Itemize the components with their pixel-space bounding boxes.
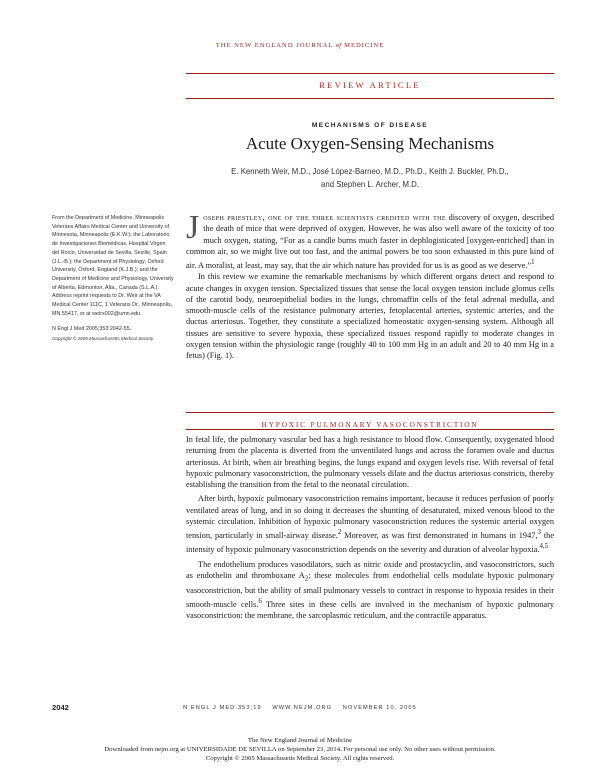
footer-journal: N ENGL J MED 353;19	[183, 705, 262, 711]
intro-paragraph-2: In this review we examine the remarkable mechanisms by which different organs detect and respond to acute changes in oxygen tension. Specialized tissues that sense the local oxygen tension include glomus cells of the carotid body, neuroepithelial bodies in the lungs, chromaffin cells of the fetal adrenal medulla, and smooth-muscle cells of the resistance pulmonary arteries, fetoplacental arteries, systemic arteries, and the ductus arteriosus. Together, they constitute a specialized homeostatic oxygen-sensing system. Although all tissues are sensitive to severe hypoxia, these specialized tissues respond rapidly to moderate changes in oxygen tension within the physiologic range (roughly 40 to 100 mm Hg in an adult and 20 to 40 mm Hg in a fetus) (Fig. 1).	[186, 272, 554, 361]
affiliation-note: From the Department of Medicine, Minneapolis Veterans Affairs Medical Center and University of Minnesota, Minneapolis (E.K.W.); the Laboratorio de Investigaciones Biomédicas, Hospital Virgen del Rocío, Universidad de Sevilla, Seville, Spain (J.L.-B.); the Department of Physiology, Oxford University, Oxford, England (K.J.B.); and the Department of Medicine and Physiology, University of Alberta, Edmonton, Alta., Canada (S.L.A.). Address reprint requests to Dr. Weir at the VA Medical Center 111C, 1 Veterans Dr., Minneapolis, MN 55417, or at weirx002@umn.edu.	[52, 215, 174, 317]
p3-part-a: The endothelium produces vasodilators, such as nitric oxide and prostacyclin, and vasoconstrictors, such as endothelin and thromboxane A	[186, 559, 554, 580]
authors-line-2: and Stephen L. Archer, M.D.	[321, 179, 419, 189]
p3-part-b: ; these molecules from endothelial cells modulate hypoxic pulmonary vasoconstriction, but the ability of small pulmonary vessels to contract in response to hypoxia resides in their smooth-muscle cells.	[186, 570, 554, 609]
notice-download: Downloaded from nejm.org at UNIVERSIDADE DE SEVILLA on September 23, 2014. For personal use only. No other uses without permission.	[104, 746, 496, 754]
subscript: 2	[304, 575, 309, 583]
section-paragraph-3	[186, 559, 554, 622]
reference-marker: 2	[337, 529, 342, 537]
masthead-the: THE	[215, 42, 232, 49]
intro-p1-body: discovery of oxygen, described the death of mice that were deprived of oxygen. However, he was also well aware of the toxicity of too much oxygen, stating, “For as a candle burns much faster in dephlogisticated [oxygen-enriched] than in common air, so we might live out too fast, and the animal powers be too soon exhausted in this pure kind of air. A moralist, at least, may say, that the air which nature has provided for us is as good as we deserve.”	[186, 213, 554, 270]
footer-date: NOVEMBER 10, 2005	[342, 705, 417, 711]
masthead-of: of	[335, 42, 342, 49]
p2-part-a: After birth, hypoxic pulmonary vasoconstriction remains important, because it reduces perfusion of poorly ventilated areas of lung, and in so doing it decreases the shunting of desaturated, mixed venous blood to the systemic circulation. Inhibition of hypoxic pulmonary vasoconstriction reduces the systemic arterial oxygen tension, particularly in small-airway disease.	[186, 494, 554, 541]
notice-journal: The New England Journal of Medicine	[247, 737, 353, 744]
section-top-rule	[186, 412, 554, 413]
intro-text	[186, 209, 554, 362]
p3-part-c: Three sites in these cells are involved in the mechanism of hypoxic pulmonary vasoconstriction: the membrane, the sarcoplasmic reticulum, and the contractile apparatus.	[186, 599, 554, 621]
reference-marker: 3	[537, 529, 541, 537]
p2-part-c: the intensity of hypoxic pulmonary vasoconstriction depends on the severity and duration of alveolar hypoxia.	[186, 531, 554, 555]
footer-site: WWW.NEJM.ORG	[272, 705, 333, 711]
review-top-rule	[186, 73, 554, 74]
citation: N Engl J Med 2005;353:2042-55.	[52, 326, 132, 333]
section-body	[186, 434, 554, 624]
masthead-medicine: MEDICINE	[344, 42, 385, 49]
article-title: Acute Oxygen-Sensing Mechanisms	[245, 134, 495, 153]
drop-cap: J	[186, 209, 200, 246]
author-list	[186, 166, 554, 191]
masthead-journal: NEW ENGLAND JOURNAL	[234, 42, 334, 49]
p2-part-b: Moreover, as was first demonstrated in humans in 1947,	[341, 531, 538, 541]
lead-in-text: oseph priestley, one of the three scientists credited with the	[203, 213, 446, 222]
authors-line-1: E. Kenneth Weir, M.D., José López-Barneo, M.D., Ph.D., Keith J. Buckler, Ph.D.,	[231, 167, 509, 176]
download-notice	[0, 736, 600, 764]
sidebar	[52, 214, 174, 351]
section-heading: HYPOXIC PULMONARY VASOCONSTRICTION	[261, 420, 479, 429]
page-number: 2042	[52, 703, 69, 712]
reference-marker: 4,5	[539, 543, 549, 551]
review-bottom-rule	[186, 98, 554, 99]
journal-masthead	[0, 42, 600, 49]
section-paragraph-2	[186, 493, 554, 555]
section-paragraph-1: In fetal life, the pulmonary vascular bed has a high resistance to blood flow. Consequently, oxygenated blood returning from the placenta is diverted from the unventilated lungs and across the foramen ovale and ductus arteriosus. At birth, when air breathing begins, the lungs expand and oxygen levels rise. With reversal of fetal hypoxic pulmonary vasoconstriction, the pulmonary vessels dilate and the ductus arteriosus constricts, thereby establishing the transition from the fetal to the neonatal circulation.	[186, 435, 554, 490]
running-footer	[0, 705, 600, 711]
reference-marker: 6	[258, 598, 262, 606]
sidebar-copyright: Copyright © 2005 Massachusetts Medical Society.	[52, 336, 155, 342]
section-bottom-rule	[186, 429, 554, 430]
intro-paragraph-1	[186, 209, 554, 271]
notice-copyright: Copyright © 2005 Massachusetts Medical Society. All rights reserved.	[205, 755, 395, 763]
series-label: MECHANISMS OF DISEASE	[311, 122, 429, 129]
article-type: REVIEW ARTICLE	[319, 80, 421, 90]
reference-marker: 1	[531, 259, 535, 267]
